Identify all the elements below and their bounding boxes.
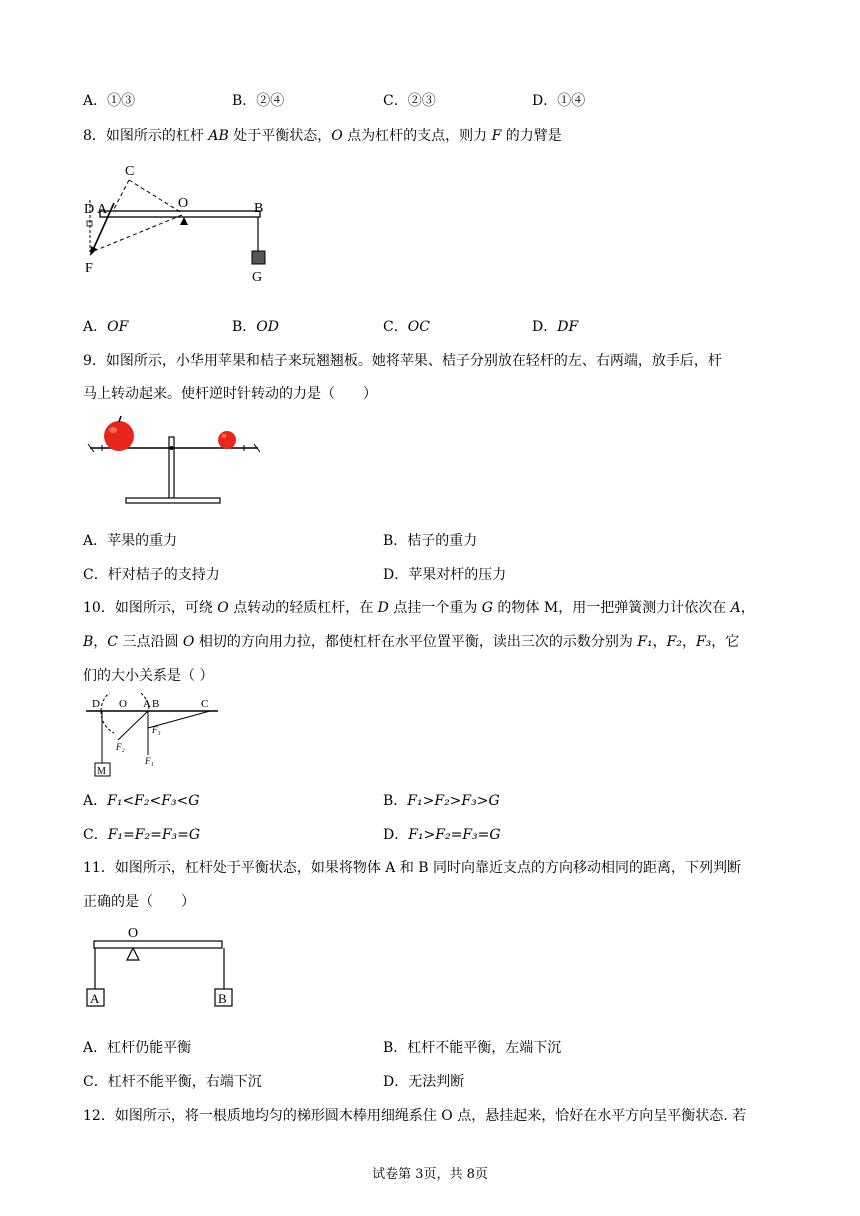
q10-circle-lower (101, 711, 114, 733)
q10-option-b: B．F₁>F₂>F₃>G (383, 793, 500, 809)
q8-line-of (94, 215, 182, 251)
q8-label-g: G (252, 270, 263, 285)
q9-option-b: B．桔子的重力 (383, 533, 478, 549)
q10-stem-line2: B，C 三点沿圆 O 相切的方向用力拉，都使杠杆在水平位置平衡，读出三次的示数分别为 F₁，F₂，F₃，它 (83, 634, 740, 650)
q9-stand-base (126, 498, 220, 503)
q9-orange (218, 431, 236, 449)
q8-option-b: B．OD (232, 319, 279, 335)
q8-label-a: A (97, 202, 108, 217)
q7-option-d: D．①④ (532, 93, 586, 109)
q8-option-c: C．OC (383, 319, 430, 335)
q8-option-d: D．DF (532, 319, 579, 335)
q11-stem-line2: 正确的是（ ） (83, 894, 195, 910)
q10-option-a: A．F₁<F₂<F₃<G (83, 793, 200, 809)
q11-fulcrum (127, 948, 139, 960)
q10-stem-line3: 们的大小关系是（ ） (83, 668, 214, 684)
q9-stem-line1: 9．如图所示，小华用苹果和桔子来玩翘翘板。她将苹果、桔子分别放在轻杆的左、右两端，放手后，杆 (83, 353, 722, 369)
q10-label-f1: F₁ (145, 756, 154, 766)
q11-label-a: A (90, 991, 100, 1006)
q10-label-c: C (201, 698, 209, 710)
q11-label-b: B (218, 991, 227, 1006)
q9-pivot (170, 446, 174, 450)
q8-label-d: D (84, 202, 95, 217)
q10-label-f3: F₃ (152, 725, 161, 735)
q10-label-b: B (152, 698, 160, 710)
q8-weight-block (252, 251, 265, 264)
q9-seesaw-figure (86, 415, 266, 510)
q11-option-a: A．杠杆仍能平衡 (83, 1040, 192, 1056)
q8-stem: 8．如图所示的杠杆 AB 处于平衡状态，O 点为杠杆的支点，则力 F 的力臂是 (83, 128, 562, 144)
q8-line-ac (114, 180, 129, 209)
q9-apple (104, 421, 134, 451)
q7-option-b: B．②④ (232, 93, 285, 109)
q9-option-d: D．苹果对杆的压力 (383, 567, 507, 583)
q8-line-oc (129, 180, 182, 213)
q11-lever-bar (94, 941, 222, 948)
q8-option-a: A．OF (83, 319, 129, 335)
q11-lever-figure (84, 922, 244, 1012)
q10-force-f2 (118, 711, 148, 740)
q10-option-c: C．F₁=F₂=F₃=G (83, 827, 201, 843)
q9-option-c: C．杆对桔子的支持力 (83, 567, 220, 583)
q11-option-b: B．杠杆不能平衡，左端下沉 (383, 1040, 562, 1056)
q11-stem-line1: 11．如图所示，杠杆处于平衡状态，如果将物体 A 和 B 同时向靠近支点的方向移动相同的距离，下列判断 (83, 860, 742, 876)
page-footer: 试卷第 3页，共 8页 (372, 1167, 488, 1182)
q10-label-f2: F₂ (116, 742, 125, 752)
q7-option-a: A．①③ (83, 93, 136, 109)
q9-stem-line2: 马上转动起来。使杆逆时针转动的力是（ ） (83, 386, 377, 402)
q11-label-o: O (128, 926, 139, 941)
q8-force-arrow (90, 246, 97, 256)
q7-option-c: C．②③ (383, 93, 436, 109)
q8-lever-figure (82, 155, 282, 290)
q10-label-m: M (97, 766, 106, 777)
q10-label-d: D (92, 698, 100, 710)
q8-label-f: F (85, 261, 93, 276)
q8-fulcrum (180, 217, 188, 225)
q11-option-d: D．无法判断 (383, 1074, 465, 1090)
q10-label-o: O (119, 698, 127, 710)
q10-stem-line1: 10．如图所示，可绕 O 点转动的轻质杠杆，在 D 点挂一个重为 G 的物体 M，用一把弹簧测力计依次在 A， (83, 600, 755, 616)
q11-option-c: C．杠杆不能平衡，右端下沉 (83, 1074, 262, 1090)
q10-option-d: D．F₁>F₂=F₃=G (383, 827, 501, 843)
q10-lever-figure (84, 693, 224, 783)
q10-label-a: A (143, 698, 151, 710)
q12-stem-line1: 12．如图所示，将一根质地均匀的梯形圆木棒用细绳系住 O 点，悬挂起来，恰好在水平方向呈平衡状态. 若 (83, 1108, 747, 1124)
q8-label-b: B (254, 201, 264, 216)
q8-label-c: C (125, 164, 135, 179)
q9-option-a: A．苹果的重力 (83, 533, 178, 549)
q8-label-o: O (178, 196, 189, 211)
